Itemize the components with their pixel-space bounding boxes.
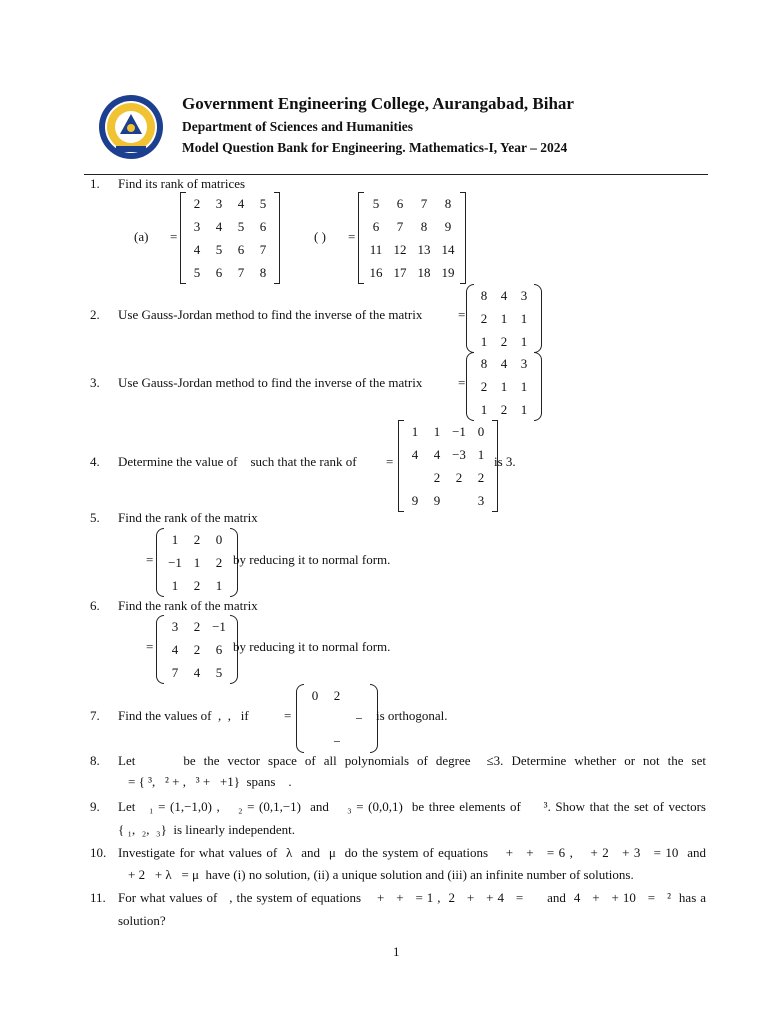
matrix-row <box>164 638 230 661</box>
question-number: 10. <box>90 845 107 860</box>
matrix-cell: 5 <box>259 196 267 211</box>
matrix-cell: −1 <box>452 424 466 439</box>
matrix-cell: 6 <box>237 242 245 257</box>
question-text: Use Gauss-Jordan method to find the inverse of the matrix <box>118 375 423 390</box>
matrix-cell: 7 <box>396 219 404 234</box>
matrix-row <box>186 215 274 238</box>
matrix-row <box>186 192 274 215</box>
matrix-table <box>164 528 230 597</box>
matrix-cell: 8 <box>420 219 428 234</box>
matrix-row <box>164 615 230 638</box>
matrix-cell: − <box>333 734 341 749</box>
matrix-row <box>404 466 492 489</box>
matrix-q4 <box>404 420 492 516</box>
question-text-continued: = { ³, ² + , ³ + +1} spans . <box>128 774 292 789</box>
matrix-cell: 19 <box>441 265 455 280</box>
matrix-q1b <box>364 192 460 288</box>
document-subtitle: Model Question Bank for Engineering. Mathematics-I, Year – 2024 <box>182 140 568 155</box>
matrix-cell: 4 <box>500 356 508 371</box>
matrix-cell <box>448 489 470 512</box>
matrix-cell: 1 <box>500 379 508 394</box>
matrix-row <box>364 261 460 284</box>
matrix-cell: 2 <box>193 642 201 657</box>
matrix-cell: 5 <box>237 219 245 234</box>
matrix-right-bracket <box>274 192 280 284</box>
matrix-cell: 1 <box>193 555 201 570</box>
matrix-row <box>474 284 534 307</box>
question-tail: is orthogonal. <box>376 708 448 723</box>
matrix-cell: 16 <box>369 265 383 280</box>
matrix-row <box>164 661 230 684</box>
matrix-cell: 8 <box>444 196 452 211</box>
matrix-cell: 8 <box>259 265 267 280</box>
matrix-cell: 1 <box>171 532 179 547</box>
matrix-cell: 3 <box>193 219 201 234</box>
matrix-cell: 5 <box>215 665 223 680</box>
matrix-cell: 4 <box>171 642 179 657</box>
matrix-q6 <box>164 615 230 688</box>
matrix-q1a <box>186 192 274 288</box>
matrix-cell: 6 <box>215 642 223 657</box>
matrix-cell: 6 <box>372 219 380 234</box>
matrix-cell: 8 <box>480 356 488 371</box>
question-tail: by reducing it to normal form. <box>233 639 391 654</box>
equals-sign: = <box>146 552 154 567</box>
matrix-row <box>474 375 534 398</box>
question-number: 1. <box>90 176 100 191</box>
matrix-left-bracket <box>358 192 364 284</box>
matrix-row <box>474 307 534 330</box>
matrix-table <box>364 192 460 284</box>
matrix-cell: 4 <box>215 219 223 234</box>
matrix-cell: −1 <box>212 619 226 634</box>
matrix-cell: 2 <box>480 311 488 326</box>
question-text: Find the values of , , if <box>118 708 249 723</box>
question-number: 5. <box>90 510 100 525</box>
matrix-cell: 2 <box>500 402 508 417</box>
matrix-table <box>474 284 534 353</box>
matrix-row <box>364 238 460 261</box>
question-text: Find its rank of matrices <box>118 176 246 191</box>
matrix-cell: 1 <box>500 311 508 326</box>
question-text: Find the rank of the matrix <box>118 598 258 613</box>
college-logo <box>98 94 164 160</box>
question-text-continued: + 2 + λ = μ have (i) no solution, (ii) a unique solution and (iii) an infinite number of solutions. <box>128 867 634 882</box>
question-number: 2. <box>90 307 100 322</box>
equals-sign: = <box>284 708 292 723</box>
matrix-cell: 4 <box>237 196 245 211</box>
matrix-cell: 4 <box>193 242 201 257</box>
matrix-cell: − <box>355 711 363 726</box>
equals-sign: = <box>348 229 356 244</box>
question-text: For what values of , the system of equations + + = 1 , 2 + + 4 = and 4 + + 10 = ² has a <box>118 890 706 905</box>
question-tail: by reducing it to normal form. <box>233 552 391 567</box>
matrix-cell: 7 <box>259 242 267 257</box>
matrix-cell: 1 <box>171 578 179 593</box>
matrix-cell: −3 <box>452 447 466 462</box>
matrix-left-bracket <box>156 528 164 597</box>
matrix-table <box>404 420 492 512</box>
matrix-cell: 2 <box>193 196 201 211</box>
matrix-table <box>164 615 230 684</box>
matrix-cell: 1 <box>520 311 528 326</box>
matrix-cell: 2 <box>193 619 201 634</box>
matrix-row <box>164 574 230 597</box>
matrix-row <box>164 528 230 551</box>
matrix-row <box>186 238 274 261</box>
matrix-cell: 2 <box>477 470 485 485</box>
matrix-cell: 1 <box>215 578 223 593</box>
matrix-cell: 11 <box>369 242 383 257</box>
matrix-left-bracket <box>398 420 404 512</box>
question-text: Investigate for what values of λ and μ do the system of equations + + = 6 , + 2 + 3 = 10 and <box>118 845 706 860</box>
matrix-cell <box>326 707 348 730</box>
matrix-cell: 14 <box>441 242 455 257</box>
matrix-cell: 2 <box>480 379 488 394</box>
matrix-q7 <box>304 684 370 757</box>
matrix-cell: 13 <box>417 242 431 257</box>
matrix-cell: 1 <box>520 402 528 417</box>
matrix-cell: 17 <box>393 265 407 280</box>
matrix-cell: 2 <box>455 470 463 485</box>
matrix-cell: 6 <box>396 196 404 211</box>
matrix-cell: 0 <box>215 532 223 547</box>
matrix-cell: 5 <box>215 242 223 257</box>
matrix-cell: 6 <box>259 219 267 234</box>
matrix-left-bracket <box>466 352 474 421</box>
equals-sign: = <box>458 375 466 390</box>
matrix-table <box>474 352 534 421</box>
matrix-label: ( ) <box>314 229 326 244</box>
matrix-left-bracket <box>466 284 474 353</box>
question-tail: is 3. <box>494 454 516 469</box>
matrix-row <box>304 730 370 753</box>
college-name: Government Engineering College, Aurangabad, Bihar <box>182 94 574 113</box>
question-text-continued: { ₁, ₂, ₃} is linearly independent. <box>118 822 295 837</box>
matrix-cell: 7 <box>420 196 428 211</box>
matrix-right-bracket <box>460 192 466 284</box>
matrix-cell <box>304 707 326 730</box>
question-text: Let be the vector space of all polynomials of degree ≤3. Determine whether or not the set <box>118 753 706 768</box>
matrix-left-bracket <box>180 192 186 284</box>
matrix-cell: 12 <box>393 242 407 257</box>
matrix-row <box>164 551 230 574</box>
matrix-row <box>304 707 370 730</box>
matrix-row <box>474 398 534 421</box>
matrix-cell: 2 <box>193 578 201 593</box>
matrix-cell: 2 <box>500 334 508 349</box>
matrix-left-bracket <box>156 615 164 684</box>
page-number: 1 <box>393 944 400 959</box>
question-text: Let ₁ = (1,−1,0) , ₂ = (0,1,−1) and ₃ = (0,0,1) be three elements of ³. Show that the set of vectors <box>118 799 706 814</box>
matrix-cell: 9 <box>444 219 452 234</box>
matrix-row <box>404 443 492 466</box>
matrix-cell: 5 <box>372 196 380 211</box>
matrix-label: (a) <box>134 229 149 244</box>
equals-sign: = <box>386 454 394 469</box>
matrix-q2 <box>474 284 534 357</box>
department-name: Department of Sciences and Humanities <box>182 119 413 134</box>
equals-sign: = <box>170 229 178 244</box>
matrix-row <box>186 261 274 284</box>
matrix-cell: 1 <box>480 334 488 349</box>
matrix-cell: 4 <box>500 288 508 303</box>
question-text: Use Gauss-Jordan method to find the inverse of the matrix <box>118 307 423 322</box>
matrix-cell: 1 <box>411 424 419 439</box>
equals-sign: = <box>146 639 154 654</box>
question-text: Determine the value of such that the rank of <box>118 454 357 469</box>
question-text-continued: solution? <box>118 913 166 928</box>
matrix-cell: 2 <box>193 532 201 547</box>
matrix-cell: 3 <box>171 619 179 634</box>
question-number: 4. <box>90 454 100 469</box>
matrix-cell: 18 <box>417 265 431 280</box>
matrix-cell: 2 <box>433 470 441 485</box>
matrix-cell: 2 <box>333 688 341 703</box>
matrix-cell: 6 <box>215 265 223 280</box>
matrix-row <box>364 215 460 238</box>
question-number: 11. <box>90 890 106 905</box>
matrix-cell: 1 <box>520 379 528 394</box>
question-number: 3. <box>90 375 100 390</box>
matrix-cell: 4 <box>433 447 441 462</box>
matrix-cell: 1 <box>520 334 528 349</box>
matrix-cell: 1 <box>433 424 441 439</box>
matrix-cell: 2 <box>215 555 223 570</box>
matrix-cell: 4 <box>193 665 201 680</box>
matrix-cell: 8 <box>480 288 488 303</box>
matrix-left-bracket <box>296 684 304 753</box>
matrix-cell <box>348 730 370 753</box>
matrix-row <box>404 420 492 443</box>
matrix-cell: 3 <box>520 288 528 303</box>
matrix-cell: 0 <box>477 424 485 439</box>
matrix-cell: 3 <box>520 356 528 371</box>
matrix-right-bracket <box>534 352 542 421</box>
matrix-q5 <box>164 528 230 601</box>
matrix-table <box>186 192 274 284</box>
matrix-right-bracket <box>534 284 542 353</box>
matrix-cell: −1 <box>168 555 182 570</box>
matrix-cell: 9 <box>433 493 441 508</box>
matrix-cell: 4 <box>411 447 419 462</box>
matrix-row <box>474 352 534 375</box>
question-text: Find the rank of the matrix <box>118 510 258 525</box>
question-number: 8. <box>90 753 100 768</box>
matrix-table <box>304 684 370 753</box>
matrix-cell: 3 <box>477 493 485 508</box>
matrix-row <box>364 192 460 215</box>
matrix-cell <box>304 730 326 753</box>
matrix-q3 <box>474 352 534 425</box>
matrix-cell: 5 <box>193 265 201 280</box>
header-rule <box>84 174 708 175</box>
question-number: 7. <box>90 708 100 723</box>
question-number: 6. <box>90 598 100 613</box>
matrix-cell: 9 <box>411 493 419 508</box>
matrix-cell: 7 <box>237 265 245 280</box>
matrix-row <box>304 684 370 707</box>
matrix-cell: 3 <box>215 196 223 211</box>
matrix-cell: 0 <box>311 688 319 703</box>
matrix-cell: 7 <box>171 665 179 680</box>
matrix-cell <box>348 684 370 707</box>
question-number: 9. <box>90 799 100 814</box>
matrix-cell: 1 <box>480 402 488 417</box>
equals-sign: = <box>458 307 466 322</box>
matrix-cell <box>404 466 426 489</box>
matrix-cell: 1 <box>477 447 485 462</box>
matrix-row <box>474 330 534 353</box>
matrix-row <box>404 489 492 512</box>
